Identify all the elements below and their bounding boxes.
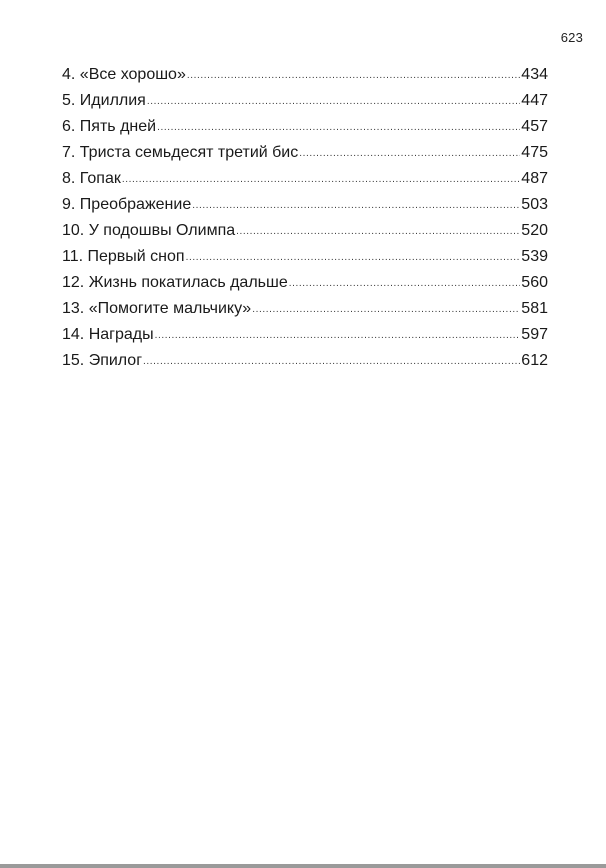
toc-entry: [62, 62, 548, 88]
toc-entry-title: 15. Эпилог: [62, 352, 143, 369]
toc-entry: [62, 166, 548, 192]
toc-entry-title: 13. «Помогите мальчику»: [62, 300, 252, 317]
toc-entry-title: 5. Идиллия: [62, 92, 146, 109]
toc-entry-page: 475: [521, 144, 548, 161]
toc-entry-title: 6. Пять дней: [62, 118, 157, 135]
page-bottom-edge: [0, 864, 606, 868]
toc-entry: [62, 270, 548, 296]
toc-entry-title: 14. Награды: [62, 326, 154, 343]
page-number: 623: [560, 30, 583, 45]
toc-entry-title: 12. Жизнь покатилась дальше: [62, 274, 288, 291]
dot-leader: [289, 271, 521, 297]
dot-leader: [252, 297, 520, 323]
toc-entry-title: 7. Триста семьдесят третий бис: [62, 144, 299, 161]
toc-entry-title: 9. Преображение: [62, 196, 192, 213]
toc-entry-title: 11. Первый сноп: [62, 248, 185, 265]
toc-entry-page: 520: [521, 222, 548, 239]
toc-entry: [62, 140, 548, 166]
dot-leader: [299, 141, 520, 167]
dot-leader: [147, 89, 520, 115]
toc-entry-title: 10. У подошвы Олимпа: [62, 222, 236, 239]
table-of-contents: [62, 62, 548, 374]
toc-entry-page: 434: [521, 66, 548, 83]
toc-entry: [62, 88, 548, 114]
toc-entry: [62, 244, 548, 270]
toc-entry: [62, 322, 548, 348]
toc-entry: [62, 218, 548, 244]
toc-entry-page: 539: [521, 248, 548, 265]
toc-entry-page: 560: [521, 274, 548, 291]
toc-entry-page: 612: [521, 352, 548, 369]
toc-entry-title: 4. «Все хорошо»: [62, 66, 186, 83]
toc-entry-page: 457: [521, 118, 548, 135]
toc-entry: [62, 296, 548, 322]
dot-leader: [236, 219, 520, 245]
toc-entry: [62, 348, 548, 374]
dot-leader: [187, 63, 520, 89]
dot-leader: [157, 115, 520, 141]
toc-entry: [62, 114, 548, 140]
toc-entry-page: 581: [521, 300, 548, 317]
toc-entry-page: 447: [521, 92, 548, 109]
toc-entry: [62, 192, 548, 218]
dot-leader: [122, 167, 520, 193]
dot-leader: [186, 245, 521, 271]
toc-entry-page: 597: [521, 326, 548, 343]
dot-leader: [155, 323, 521, 349]
dot-leader: [143, 349, 520, 375]
toc-entry-page: 487: [521, 170, 548, 187]
toc-entry-title: 8. Гопак: [62, 170, 121, 187]
dot-leader: [192, 193, 520, 219]
toc-entry-page: 503: [521, 196, 548, 213]
